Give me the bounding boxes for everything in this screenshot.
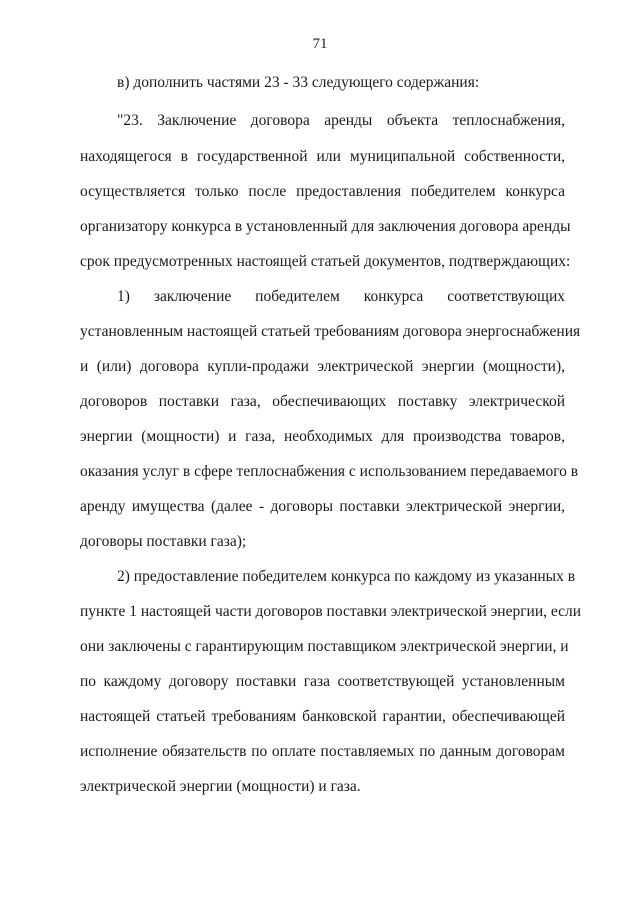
text-line: пункте 1 настоящей части договоров поставки электрической энергии, если (80, 603, 582, 620)
text-line: оказания услуг в сфере теплоснабжения с использованием передаваемого в (80, 463, 579, 480)
text-line: по каждому договору поставки газа соответствующей установленным (80, 673, 565, 690)
text-line: договоры поставки газа); (80, 533, 247, 550)
text-line: договоров поставки газа, обеспечивающих поставку электрической (80, 393, 565, 410)
text-line: находящегося в государственной или муниципальной собственности, (80, 148, 565, 165)
text-line: исполнение обязательств по оплате поставляемых по данным договорам (80, 743, 565, 760)
text-line: осуществляется только после предоставления победителем конкурса (80, 183, 565, 200)
text-line: в) дополнить частями 23 - 33 следующего содержания: (117, 74, 480, 91)
text-line: электрической энергии (мощности) и газа. (80, 778, 361, 795)
text-line: срок предусмотренных настоящей статьей документов, подтверждающих: (80, 253, 571, 270)
text-line: "23. Заключение договора аренды объекта теплоснабжения, (117, 112, 565, 129)
page-number: 71 (312, 36, 328, 52)
text-line: они заключены с гарантирующим поставщиком электрической энергии, и (80, 638, 569, 655)
text-line: и (или) договора купли-продажи электрической энергии (мощности), (80, 358, 565, 375)
text-line: 1) заключение победителем конкурса соответствующих (117, 288, 565, 305)
text-line: настоящей статьей требованиям банковской гарантии, обеспечивающей (80, 708, 565, 725)
text-line: энергии (мощности) и газа, необходимых для производства товаров, (80, 428, 565, 445)
text-line: установленным настоящей статьей требованиям договора энергоснабжения (80, 323, 581, 340)
text-line: аренду имущества (далее - договоры поставки электрической энергии, (80, 498, 565, 515)
text-line: организатору конкурса в установленный для заключения договора аренды (80, 218, 571, 235)
text-line: 2) предоставление победителем конкурса по каждому из указанных в (117, 568, 576, 585)
